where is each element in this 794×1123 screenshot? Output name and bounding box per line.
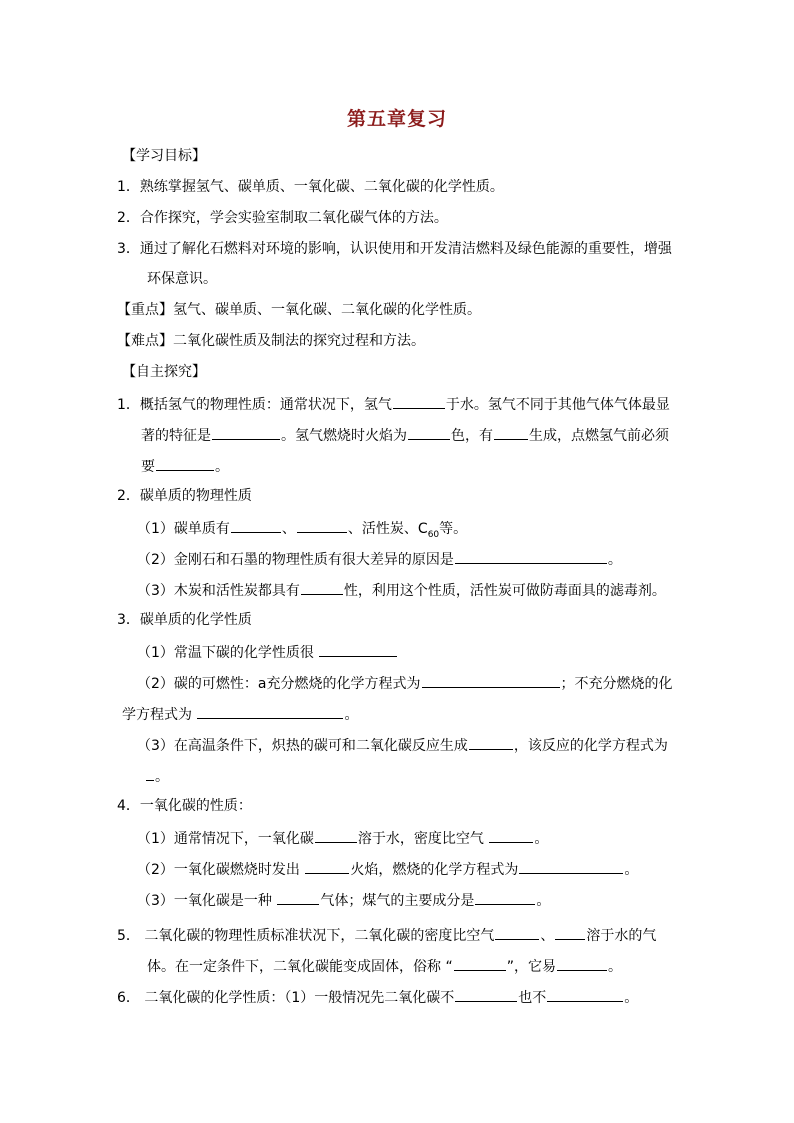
answer-blank[interactable] xyxy=(393,393,445,409)
question-3-sub-3 xyxy=(137,734,668,756)
item-number: 2． xyxy=(117,210,140,226)
text: 也不 xyxy=(518,990,547,1006)
text: （2）碳的可燃性：a充分燃烧的化学方程式为 xyxy=(137,676,421,692)
text: （2）一氧化碳燃烧时发出 xyxy=(137,862,305,878)
question-3-sub-3-continued xyxy=(145,765,169,787)
text: 体。在一定条件下，二氧化碳能变成固体，俗称 “ xyxy=(147,959,453,975)
question-5-line-1 xyxy=(117,924,656,946)
answer-blank[interactable] xyxy=(156,455,214,471)
question-5-line-2 xyxy=(147,955,622,977)
text: 要 xyxy=(141,459,155,475)
answer-blank[interactable] xyxy=(494,424,528,440)
question-4-sub-3 xyxy=(137,889,550,911)
objective-item-1 xyxy=(117,177,504,197)
item-text: 合作探究，学会实验室制取二氧化碳气体的方法。 xyxy=(139,210,448,226)
answer-blank[interactable] xyxy=(277,889,319,905)
text: 色，有 xyxy=(451,428,493,444)
answer-blank[interactable] xyxy=(297,517,347,533)
question-2-sub-1 xyxy=(137,517,467,545)
text: 。氢气燃烧时火焰为 xyxy=(281,428,407,444)
answer-blank[interactable] xyxy=(469,734,513,750)
key-point-label: 【重点】 xyxy=(117,302,173,318)
question-1-line-2 xyxy=(141,424,669,446)
answer-blank[interactable] xyxy=(319,641,397,657)
explore-heading: 【自主探究】 xyxy=(122,364,206,380)
text: 溶于水，密度比空气 xyxy=(357,831,489,847)
text: 碳单质的物理性质 xyxy=(139,488,252,504)
question-3-sub-1 xyxy=(137,641,398,663)
text: 等。 xyxy=(439,521,468,537)
text: 、 xyxy=(540,928,555,944)
difficulty-text: 二氧化碳性质及制法的探究过程和方法。 xyxy=(173,333,425,349)
text: （3）木炭和活性炭都具有 xyxy=(137,583,300,599)
answer-blank[interactable] xyxy=(455,986,517,1002)
question-number: 5． xyxy=(117,928,140,944)
question-3-sub-2-continued xyxy=(122,703,358,725)
text: （1）通常情况下，一氧化碳 xyxy=(137,831,314,847)
text: （2）金刚石和石墨的物理性质有很大差异的原因是 xyxy=(137,552,454,568)
text: （3）在高温条件下，炽热的碳可和二氧化碳反应生成 xyxy=(137,738,468,754)
question-1-line-1 xyxy=(117,393,670,415)
text: 溶于水的气 xyxy=(586,928,657,944)
objective-item-3 xyxy=(117,239,672,259)
question-3-sub-2 xyxy=(137,672,673,694)
text: 二氧化碳的物理性质标准状况下，二氧化碳的密度比空气 xyxy=(139,928,495,944)
objective-item-3-continued: 环保意识。 xyxy=(147,271,217,287)
answer-blank[interactable] xyxy=(315,827,357,843)
question-number: 2． xyxy=(117,488,140,504)
answer-blank[interactable] xyxy=(489,827,533,843)
question-6-line-1 xyxy=(117,986,638,1008)
text: 。 xyxy=(624,990,639,1006)
text: 学方程式为 xyxy=(122,707,197,723)
item-text: 熟练掌握氢气、碳单质、一氧化碳、二氧化碳的化学性质。 xyxy=(139,179,504,195)
answer-blank[interactable] xyxy=(547,986,623,1002)
question-2-sub-2 xyxy=(137,548,622,570)
text: 。 xyxy=(344,707,359,723)
question-1-line-3 xyxy=(141,455,229,477)
difficulty-label: 【难点】 xyxy=(117,333,173,349)
answer-blank[interactable] xyxy=(455,548,607,564)
page-title: 第五章复习 xyxy=(346,108,447,130)
text: （1）常温下碳的化学性质很 xyxy=(137,645,319,661)
text: 气体；煤气的主要成分是 xyxy=(320,893,475,909)
answer-blank[interactable] xyxy=(197,703,343,719)
answer-blank[interactable] xyxy=(519,858,623,874)
text: ；不充分燃烧的化 xyxy=(560,676,673,692)
answer-blank[interactable] xyxy=(301,579,343,595)
text: 概括氢气的物理性质：通常状况下，氢气 xyxy=(139,397,392,413)
question-4-head xyxy=(117,796,252,816)
question-2-head xyxy=(117,486,252,506)
answer-blank[interactable] xyxy=(495,924,539,940)
text: （3）一氧化碳是一种 xyxy=(137,893,277,909)
question-number: 6． xyxy=(117,990,140,1006)
answer-blank[interactable] xyxy=(557,955,607,971)
text: 。 xyxy=(536,893,551,909)
text: 于水。氢气不同于其他气体气体最显 xyxy=(445,397,670,413)
text: 著的特征是 xyxy=(141,428,211,444)
objective-item-2 xyxy=(117,208,448,228)
text: 。 xyxy=(607,552,622,568)
answer-blank[interactable] xyxy=(146,765,154,781)
item-number: 1． xyxy=(117,179,140,195)
subscript: 60 xyxy=(427,529,440,540)
text: 二氧化碳的化学性质：（1）一般情况先二氧化碳不 xyxy=(139,990,455,1006)
question-3-head xyxy=(117,610,252,630)
answer-blank[interactable] xyxy=(305,858,349,874)
text: 。 xyxy=(155,769,169,785)
answer-blank[interactable] xyxy=(475,889,535,905)
text: 、 xyxy=(281,521,296,537)
key-point-text: 氢气、碳单质、一氧化碳、二氧化碳的化学性质。 xyxy=(173,302,481,318)
text: 。 xyxy=(624,862,639,878)
answer-blank[interactable] xyxy=(454,955,506,971)
difficulty xyxy=(117,331,425,351)
item-number: 3． xyxy=(117,241,140,257)
text: 生成，点燃氢气前必须 xyxy=(529,428,669,444)
answer-blank[interactable] xyxy=(555,924,585,940)
text: 。 xyxy=(534,831,549,847)
objectives-heading: 【学习目标】 xyxy=(122,148,206,164)
text: 。 xyxy=(607,959,622,975)
text: 、活性炭、C xyxy=(347,521,428,537)
item-text: 通过了解化石燃料对环境的影响，认识使用和开发清洁燃料及绿色能源的重要性，增强 xyxy=(139,241,672,257)
question-2-sub-3 xyxy=(137,579,666,601)
text: ”，它易 xyxy=(506,959,556,975)
text: 火焰，燃烧的化学方程式为 xyxy=(350,862,519,878)
question-4-sub-1 xyxy=(137,827,548,849)
question-number: 3． xyxy=(117,612,140,628)
answer-blank[interactable] xyxy=(212,424,280,440)
answer-blank[interactable] xyxy=(231,517,281,533)
answer-blank[interactable] xyxy=(408,424,450,440)
text: （1）碳单质有 xyxy=(137,521,230,537)
text: 一氧化碳的性质： xyxy=(139,798,252,814)
text: 碳单质的化学性质 xyxy=(139,612,252,628)
question-number: 1． xyxy=(117,397,140,413)
question-number: 4． xyxy=(117,798,140,814)
key-point xyxy=(117,300,481,320)
text: 性，利用这个性质，活性炭可做防毒面具的滤毒剂。 xyxy=(343,583,666,599)
text: ，该反应的化学方程式为 xyxy=(513,738,668,754)
answer-blank[interactable] xyxy=(422,672,560,688)
text: 。 xyxy=(215,459,229,475)
question-4-sub-2 xyxy=(137,858,638,880)
